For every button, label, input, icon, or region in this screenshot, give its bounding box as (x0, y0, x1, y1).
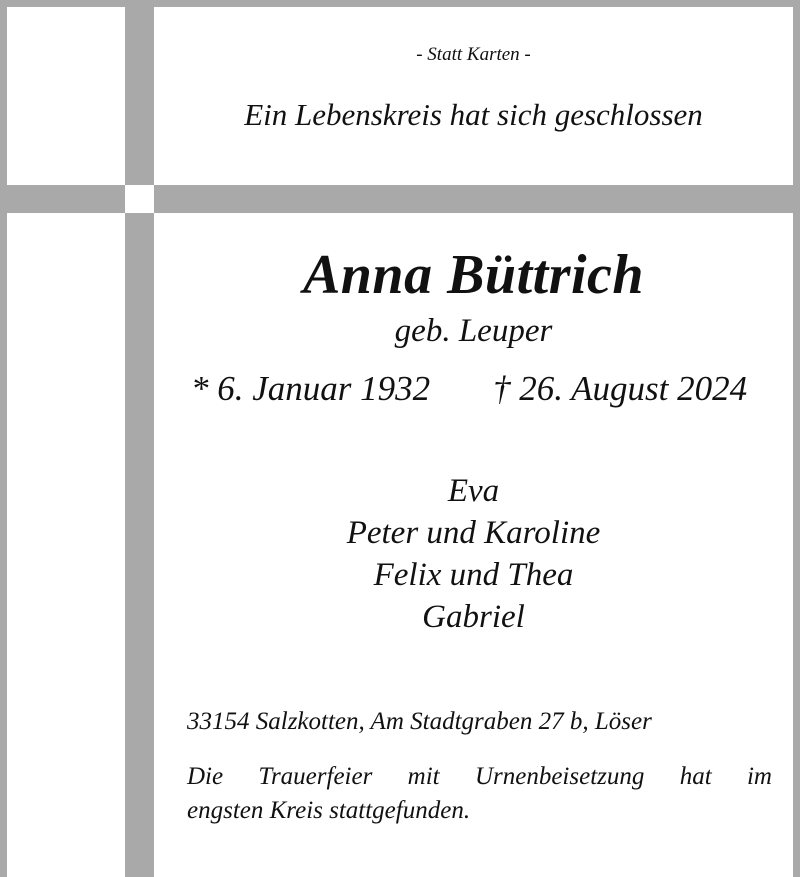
birth-date: * 6. Januar 1932 (191, 369, 431, 408)
frame-panel-top-right (154, 7, 793, 185)
survivor-name: Peter und Karoline (346, 515, 601, 551)
deceased-name: Anna Büttrich (302, 244, 645, 306)
death-date: † 26. August 2024 (493, 369, 748, 408)
survivor-name: Eva (447, 473, 500, 509)
cross-center-square (125, 185, 154, 213)
survivors-list (154, 470, 793, 638)
pre-title: - Statt Karten - (416, 44, 531, 65)
address: 33154 Salzkotten, Am Stadtgraben 27 b, Löser (187, 708, 652, 735)
notice-line: Die Trauerfeier mit Urnenbeisetzung hat im (187, 763, 772, 790)
maiden-name: geb. Leuper (394, 313, 553, 349)
survivor-name: Felix und Thea (373, 557, 574, 593)
notice-line: engsten Kreis stattgefunden. (187, 797, 471, 824)
frame-panel-bottom-left (7, 213, 125, 877)
survivor-name: Gabriel (422, 599, 525, 635)
life-dates (154, 369, 793, 413)
funeral-notice (187, 760, 772, 828)
headline: Ein Lebenskreis hat sich geschlossen (244, 97, 703, 132)
frame-panel-top-left (7, 7, 125, 185)
